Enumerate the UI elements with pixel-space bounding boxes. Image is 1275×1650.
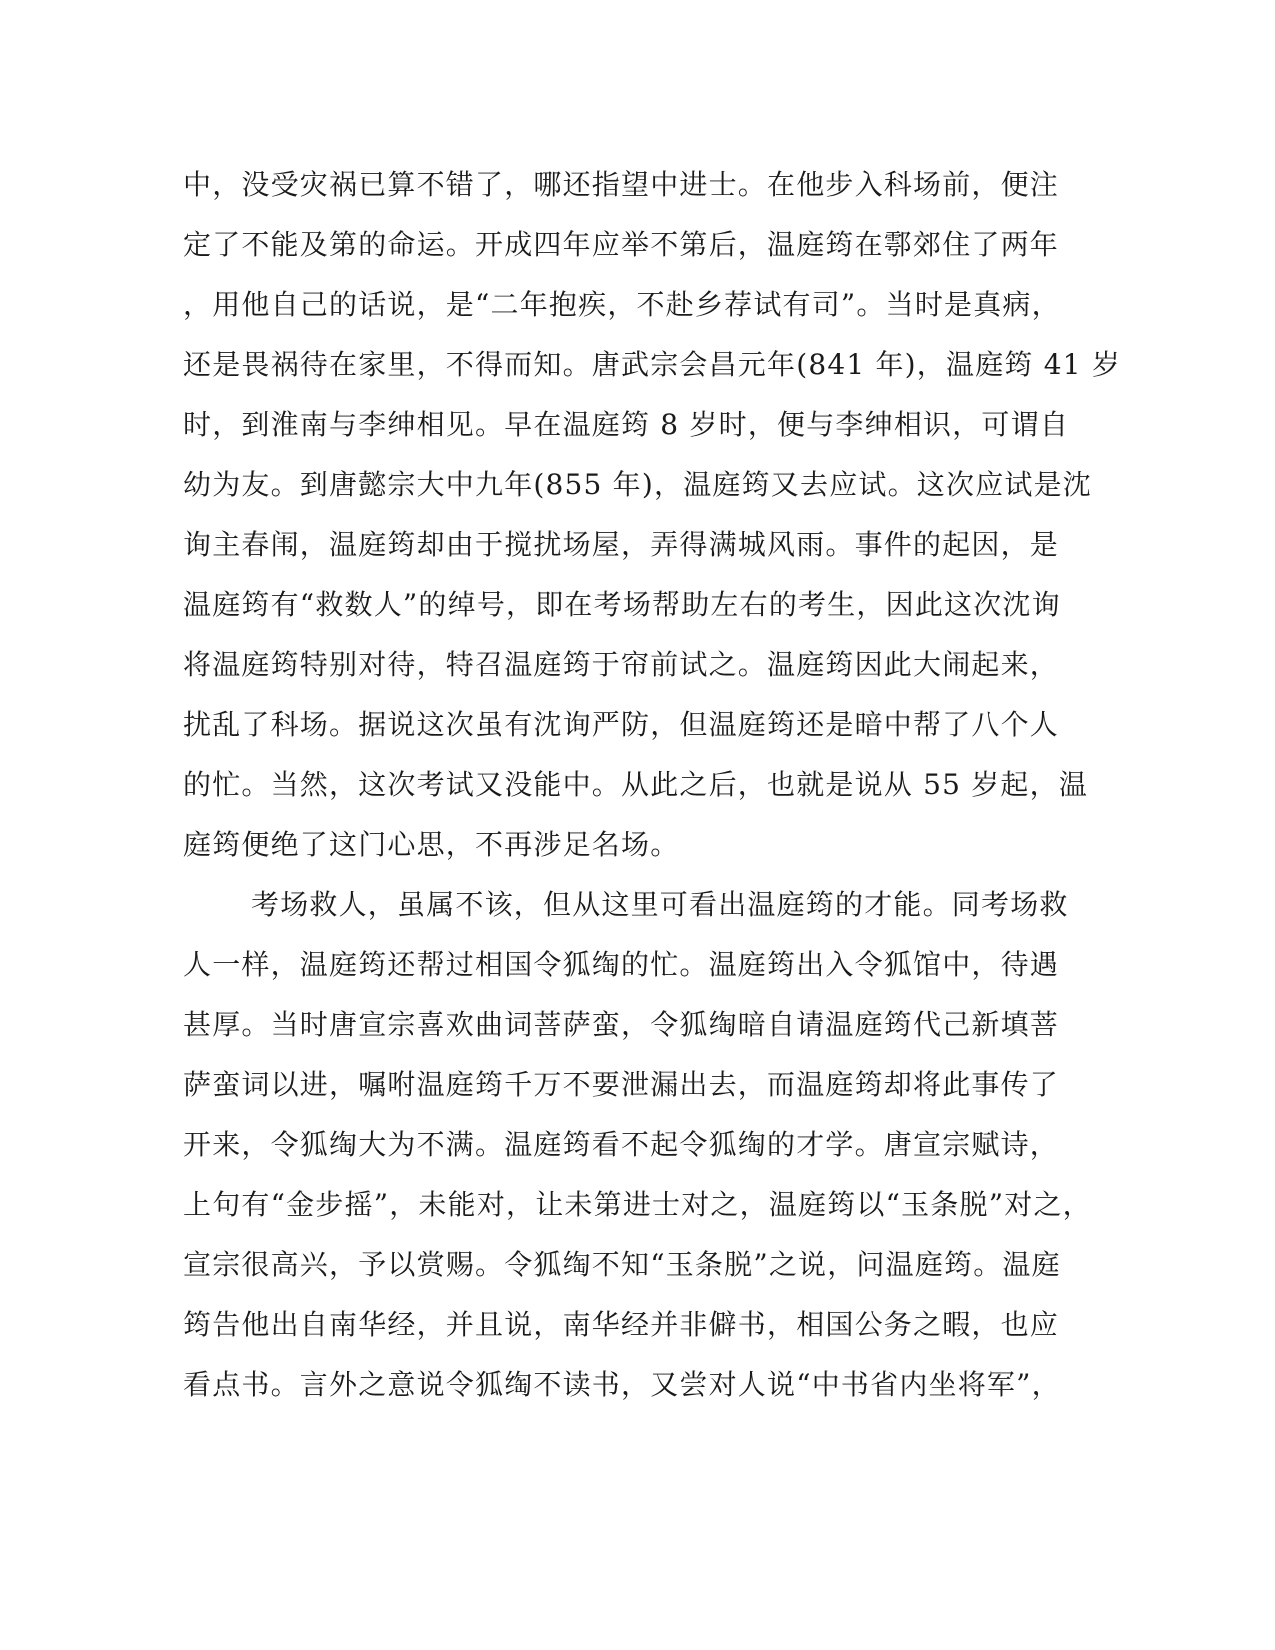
text-line: 宣宗很高兴，予以赏赐。令狐绹不知“玉条脱”之说，问温庭筠。温庭 — [183, 1248, 1061, 1281]
text-line: ，用他自己的话说，是“二年抱疾，不赴乡荐试有司”。当时是真病， — [183, 288, 1061, 321]
text-line: 定了不能及第的命运。开成四年应举不第后，温庭筠在鄠郊住了两年 — [183, 228, 1060, 261]
text-line: 中，没受灾祸已算不错了，哪还指望中进士。在他步入科场前，便注 — [183, 168, 1060, 201]
text-line: 扰乱了科场。据说这次虽有沈询严防，但温庭筠还是暗中帮了八个人 — [183, 708, 1060, 741]
text-line: 温庭筠有“救数人”的绰号，即在考场帮助左右的考生，因此这次沈询 — [183, 588, 1061, 621]
text-line: 庭筠便绝了这门心思，不再涉足名场。 — [183, 828, 680, 861]
text-line: 上句有“金步摇”，未能对，让未第进士对之，温庭筠以“玉条脱”对之， — [183, 1188, 1092, 1221]
text-line: 看点书。言外之意说令狐绹不读书，又尝对人说“中书省内坐将军”， — [183, 1368, 1061, 1401]
text-line: 筠告他出自南华经，并且说，南华经并非僻书，相国公务之暇，也应 — [183, 1308, 1060, 1341]
body-text — [183, 155, 1122, 1415]
text-line: 时，到淮南与李绅相见。早在温庭筠 8 岁时，便与李绅相识，可谓自 — [183, 408, 1070, 441]
text-line: 开来，令狐绹大为不满。温庭筠看不起令狐绹的才学。唐宣宗赋诗， — [183, 1128, 1060, 1161]
text-line: 的忙。当然，这次考试又没能中。从此之后，也就是说从 55 岁起，温 — [183, 768, 1089, 801]
text-line: 询主春闱，温庭筠却由于搅扰场屋，弄得满城风雨。事件的起因，是 — [183, 528, 1060, 561]
paragraph-first-line: 考场救人，虽属不该，但从这里可看出温庭筠的才能。同考场救 — [251, 888, 1069, 921]
text-line: 幼为友。到唐懿宗大中九年(855 年)，温庭筠又去应试。这次应试是沈 — [183, 468, 1092, 501]
text-line: 将温庭筠特别对待，特召温庭筠于帘前试之。温庭筠因此大闹起来， — [183, 648, 1060, 681]
text-line: 萨蛮词以进，嘱咐温庭筠千万不要泄漏出去，而温庭筠却将此事传了 — [183, 1068, 1060, 1101]
text-line: 人一样，温庭筠还帮过相国令狐绹的忙。温庭筠出入令狐馆中，待遇 — [183, 948, 1060, 981]
text-line: 还是畏祸待在家里，不得而知。唐武宗会昌元年(841 年)，温庭筠 41 岁 — [183, 348, 1122, 381]
text-line: 甚厚。当时唐宣宗喜欢曲词菩萨蛮，令狐绹暗自请温庭筠代己新填菩 — [183, 1008, 1060, 1041]
